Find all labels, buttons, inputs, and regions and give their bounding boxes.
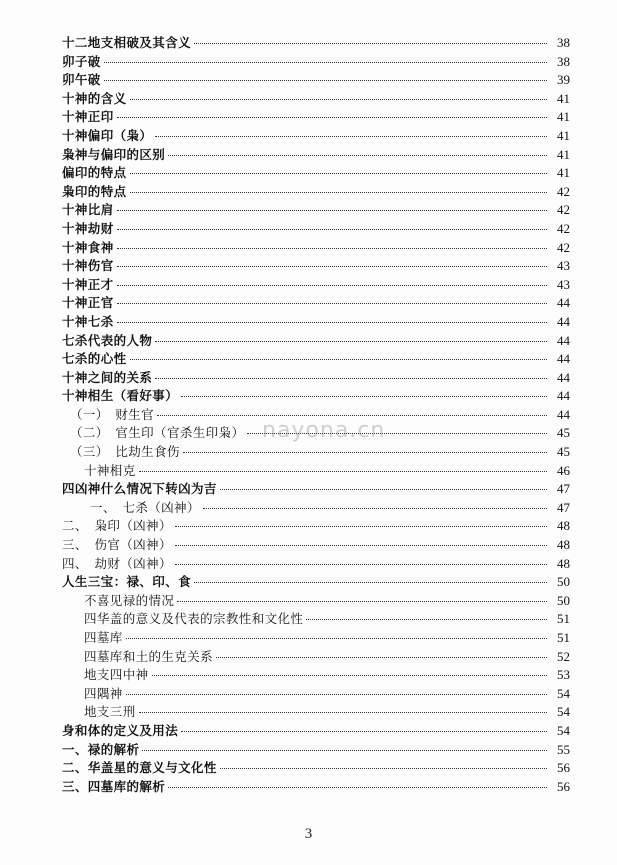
- toc-entry-title: 三、四墓库的解析: [62, 778, 166, 794]
- toc-entry-title: 人生三宝：禄、印、食: [62, 574, 192, 590]
- toc-dot-leader: [104, 62, 547, 63]
- toc-dot-leader: [142, 750, 547, 751]
- toc-entry-page-number: 48: [557, 537, 570, 553]
- toc-entry-title: 十二地支相破及其含义: [62, 35, 192, 50]
- toc-entry-title: 二、华盖星的意义与文化性: [62, 760, 217, 776]
- toc-dot-leader: [306, 619, 547, 620]
- toc-dot-leader: [220, 768, 547, 769]
- toc-entry[interactable]: [62, 778, 570, 797]
- toc-entry-page-number: 44: [557, 406, 570, 422]
- toc-entry-title: 四墓库和土的生克关系: [84, 648, 214, 664]
- toc-dot-leader: [130, 99, 547, 100]
- toc-dot-leader: [139, 471, 547, 472]
- toc-dot-leader: [130, 359, 547, 360]
- toc-entry[interactable]: [62, 610, 570, 629]
- toc-dot-leader: [130, 173, 547, 174]
- toc-entry-title: （三） 比劫生食伤: [70, 444, 180, 460]
- toc-entry-title: 十神相克: [84, 462, 136, 478]
- watermark-text: nayona.cn: [262, 418, 386, 443]
- toc-entry[interactable]: [62, 536, 570, 555]
- toc-entry-page-number: 44: [557, 351, 570, 367]
- toc-entry[interactable]: [62, 722, 570, 741]
- toc-dot-leader: [117, 303, 547, 304]
- toc-entry[interactable]: [62, 517, 570, 536]
- toc-entry-page-number: 48: [557, 518, 570, 534]
- toc-entry-page-number: 42: [557, 220, 570, 236]
- toc-entry[interactable]: [62, 462, 570, 481]
- toc-entry-page-number: 39: [557, 72, 570, 88]
- toc-entry-page-number: 51: [557, 611, 570, 627]
- toc-dot-leader: [155, 378, 547, 379]
- toc-entry[interactable]: [62, 703, 570, 722]
- toc-entry-title: 一、禄的解析: [62, 741, 140, 757]
- toc-entry-title: 十神正印: [62, 109, 114, 125]
- toc-entry-page-number: 56: [557, 778, 570, 794]
- toc-entry-title: 四、 劫财（凶神）: [62, 555, 172, 571]
- toc-entry-title: 十神伤官: [62, 258, 114, 274]
- toc-dot-leader: [117, 322, 547, 323]
- toc-entry[interactable]: [62, 108, 570, 127]
- toc-dot-leader: [155, 341, 547, 342]
- toc-entry-title: （二） 官生印（官杀生印枭）: [70, 425, 245, 441]
- toc-entry-title: 不喜见禄的情况: [84, 592, 175, 608]
- toc-entry[interactable]: [62, 648, 570, 667]
- toc-entry-page-number: 44: [557, 332, 570, 348]
- toc-entry-page-number: 38: [557, 35, 570, 50]
- toc-entry-page-number: 50: [557, 592, 570, 608]
- toc-entry-title: 地支三刑: [84, 704, 136, 720]
- toc-entry-page-number: 41: [557, 109, 570, 125]
- toc-entry[interactable]: [62, 759, 570, 778]
- toc-entry-title: 四凶神什么情况下转凶为吉: [62, 481, 217, 497]
- toc-entry-page-number: 47: [557, 499, 570, 515]
- toc-entry[interactable]: [62, 34, 570, 53]
- toc-entry-title: 卯子破: [62, 53, 101, 69]
- toc-entry-title: 十神食神: [62, 239, 114, 255]
- toc-entry-title: 十神劫财: [62, 220, 114, 236]
- toc-entry[interactable]: [62, 685, 570, 704]
- toc-entry-page-number: 41: [557, 146, 570, 162]
- toc-entry-title: 十神偏印（枭）: [62, 127, 153, 143]
- toc-entry[interactable]: [62, 741, 570, 760]
- toc-dot-leader: [168, 155, 547, 156]
- toc-entry[interactable]: [62, 313, 570, 332]
- toc-entry-title: 四华盖的意义及代表的宗教性和文化性: [84, 611, 304, 627]
- toc-entry-page-number: 41: [557, 90, 570, 106]
- toc-entry-page-number: 52: [557, 648, 570, 664]
- toc-entry[interactable]: [62, 573, 570, 592]
- toc-entry-page-number: 55: [557, 741, 570, 757]
- toc-entry-title: 枭神与偏印的区别: [62, 146, 166, 162]
- toc-entry-page-number: 46: [557, 462, 570, 478]
- toc-entry-page-number: 44: [557, 388, 570, 404]
- toc-entry-page-number: 43: [557, 276, 570, 292]
- toc-dot-leader: [203, 508, 547, 509]
- toc-entry[interactable]: [62, 164, 570, 183]
- toc-entry-page-number: 44: [557, 313, 570, 329]
- toc-entry[interactable]: [62, 220, 570, 239]
- toc-entry-title: 三、 伤官（凶神）: [62, 537, 172, 553]
- toc-dot-leader: [181, 731, 547, 732]
- toc-entry[interactable]: [62, 201, 570, 220]
- toc-entry-title: 偏印的特点: [62, 165, 127, 181]
- toc-entry-page-number: 38: [557, 53, 570, 69]
- toc-entry[interactable]: [62, 443, 570, 462]
- toc-dot-leader: [117, 266, 547, 267]
- toc-entry[interactable]: [62, 257, 570, 276]
- toc-entry[interactable]: [62, 239, 570, 258]
- toc-entry[interactable]: [62, 369, 570, 388]
- toc-dot-leader: [117, 229, 547, 230]
- toc-entry-page-number: 42: [557, 183, 570, 199]
- toc-entry-page-number: 42: [557, 239, 570, 255]
- toc-dot-leader: [175, 526, 547, 527]
- toc-entry-page-number: 45: [557, 425, 570, 441]
- toc-dot-leader: [220, 489, 547, 490]
- toc-entry-page-number: 41: [557, 165, 570, 181]
- toc-dot-leader: [126, 694, 547, 695]
- toc-entry[interactable]: [62, 183, 570, 202]
- toc-entry-page-number: 48: [557, 555, 570, 571]
- toc-entry[interactable]: [62, 71, 570, 90]
- toc-entry-page-number: 54: [557, 704, 570, 720]
- toc-entry-title: 枭印的特点: [62, 183, 127, 199]
- toc-entry[interactable]: [62, 480, 570, 499]
- toc-entry-page-number: 51: [557, 630, 570, 645]
- toc-dot-leader: [216, 657, 547, 658]
- toc-entry-title: 一、 七杀（凶神）: [90, 499, 200, 515]
- toc-dot-leader: [175, 545, 547, 546]
- toc-dot-leader: [152, 675, 547, 676]
- toc-entry-title: 十神比肩: [62, 202, 114, 218]
- toc-dot-leader: [194, 582, 547, 583]
- toc-entry-page-number: 44: [557, 369, 570, 385]
- toc-entry-title: 二、 枭印（凶神）: [62, 518, 172, 534]
- toc-entry-page-number: 54: [557, 722, 570, 738]
- toc-entry-title: 地支四中神: [84, 667, 149, 683]
- toc-entry-page-number: 54: [557, 685, 570, 701]
- toc-entry-page-number: 53: [557, 667, 570, 683]
- toc-entry[interactable]: [62, 592, 570, 611]
- toc-dot-leader: [117, 210, 547, 211]
- toc-entry[interactable]: [62, 127, 570, 146]
- toc-entry-page-number: 47: [557, 481, 570, 497]
- toc-entry[interactable]: [62, 53, 570, 72]
- toc-dot-leader: [139, 712, 547, 713]
- toc-dot-leader: [183, 452, 547, 453]
- toc-dot-leader: [126, 638, 547, 639]
- table-of-contents: [62, 34, 570, 796]
- toc-dot-leader: [117, 117, 547, 118]
- toc-entry-title: 七杀代表的人物: [62, 332, 153, 348]
- toc-entry-title: 七杀的心性: [62, 351, 127, 367]
- toc-entry[interactable]: [62, 332, 570, 351]
- toc-entry-title: 身和体的定义及用法: [62, 722, 179, 738]
- toc-entry-title: 卯午破: [62, 72, 101, 88]
- toc-entry[interactable]: [62, 666, 570, 685]
- toc-entry[interactable]: [62, 499, 570, 518]
- toc-dot-leader: [168, 787, 547, 788]
- toc-entry-title: 十神之间的关系: [62, 369, 153, 385]
- toc-entry-title: （一） 财生官: [70, 406, 155, 422]
- toc-entry-page-number: 42: [557, 202, 570, 218]
- toc-entry-page-number: 50: [557, 574, 570, 590]
- toc-entry[interactable]: [62, 146, 570, 165]
- toc-entry-title: 十神相生（看好事）: [62, 388, 179, 404]
- toc-dot-leader: [155, 136, 547, 137]
- page-number: 3: [304, 826, 313, 842]
- toc-dot-leader: [130, 192, 547, 193]
- toc-entry[interactable]: [62, 276, 570, 295]
- toc-dot-leader: [175, 564, 547, 565]
- toc-entry[interactable]: [62, 555, 570, 574]
- toc-dot-leader: [181, 396, 547, 397]
- toc-entry[interactable]: [62, 387, 570, 406]
- toc-entry-title: 十神的含义: [62, 90, 127, 106]
- toc-dot-leader: [117, 248, 547, 249]
- toc-entry[interactable]: [62, 90, 570, 109]
- toc-dot-leader: [157, 415, 547, 416]
- toc-entry-page-number: 44: [557, 295, 570, 311]
- toc-entry[interactable]: [62, 629, 570, 648]
- toc-entry-title: 十神七杀: [62, 313, 114, 329]
- toc-entry-title: 十神正官: [62, 295, 114, 311]
- toc-entry-page-number: 43: [557, 258, 570, 274]
- toc-dot-leader: [194, 43, 547, 44]
- toc-dot-leader: [104, 80, 547, 81]
- toc-entry-title: 十神正才: [62, 276, 114, 292]
- toc-entry-page-number: 45: [557, 444, 570, 460]
- toc-entry[interactable]: [62, 294, 570, 313]
- toc-entry-page-number: 56: [557, 760, 570, 776]
- toc-dot-leader: [117, 285, 547, 286]
- toc-entry[interactable]: [62, 350, 570, 369]
- toc-entry-page-number: 41: [557, 127, 570, 143]
- toc-dot-leader: [177, 601, 547, 602]
- toc-entry-title: 四墓库: [84, 630, 123, 645]
- toc-entry-title: 四隅神: [84, 685, 123, 701]
